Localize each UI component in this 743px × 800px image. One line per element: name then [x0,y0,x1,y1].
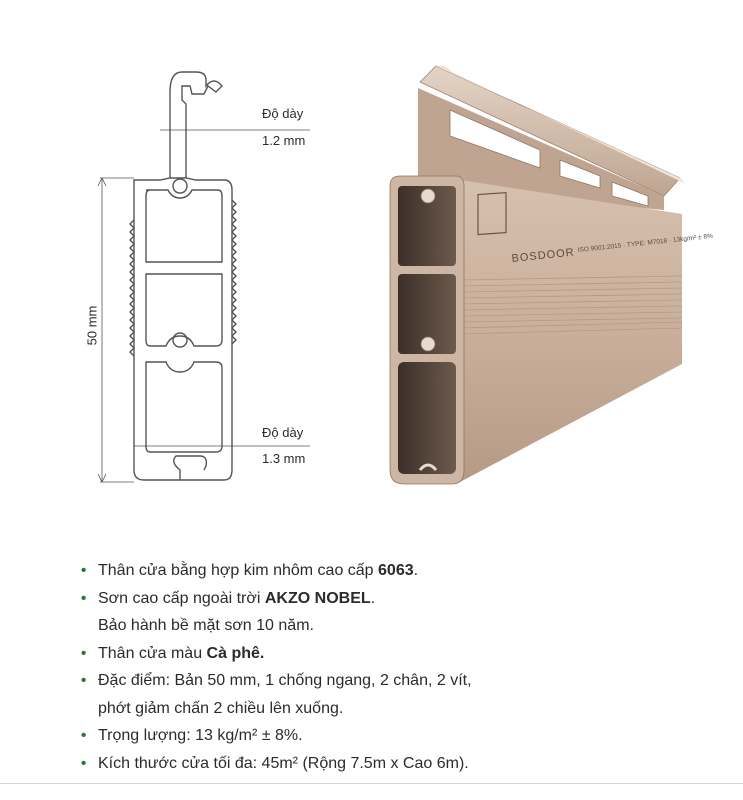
dimension-height-label: 50 mm [84,305,100,346]
spec-item [78,560,718,582]
spec-highlight: 6063 [378,562,414,579]
spec-item [78,643,718,665]
thickness-top-label: Độ dày [262,106,304,121]
spec-item [78,753,718,775]
bullet-icon: • [81,727,87,744]
screw-port-mid [173,333,187,347]
spec-list [78,560,718,780]
bullet-icon: • [81,562,87,579]
bottom-divider [0,783,743,784]
slat-engraving-text: ISO 9001:2015 · TYPE: M7018 · 13kg/m² ± 8% [577,232,714,254]
slat-3d-render [390,66,713,484]
chamber-3 [146,362,222,452]
thickness-bottom-value: 1.3 mm [262,451,306,466]
chamber-2 [146,274,222,346]
bullet-icon: • [81,754,87,772]
brand-logo-text: BOSDOOR [511,246,576,265]
spec-highlight: Cà phê. [206,644,265,662]
spec-text-end: . [370,589,376,607]
spec-item [78,670,718,692]
spec-item [78,588,718,610]
spec-text: Bảo hành bề mặt sơn 10 năm. [98,617,314,634]
spec-text: phớt giảm chấn 2 chiều lên xuống. [98,699,344,717]
spec-item [78,698,718,720]
bullet-icon: • [81,589,87,607]
spec-item [78,725,718,747]
top-hook-outline [170,72,222,178]
spec-text-end: . [413,562,419,579]
spec-text: Thân cửa bằng hợp kim nhôm cao cấp [98,562,379,579]
end-screw-top [421,189,435,203]
spec-text: Đặc điểm: Bản 50 mm, 1 chống ngang, 2 chân, 2 vít, [98,672,472,689]
thickness-bottom-label: Độ dày [262,425,304,440]
cavity-3 [398,362,456,474]
thickness-top-value: 1.2 mm [262,133,306,148]
end-screw-mid [421,337,435,351]
screw-port-top [173,179,187,193]
bullet-icon: • [81,672,87,689]
body-outline [134,178,232,480]
spec-highlight: AKZO NOBEL [264,589,371,607]
chamber-1 [146,190,222,262]
spec-text: Trọng lượng: 13 kg/m² ± 8%. [98,727,303,744]
bottom-hook [174,456,207,480]
spec-text: Sơn cao cấp ngoài trời [98,589,265,607]
spec-text: Thân cửa màu [98,644,207,662]
spec-item [78,615,718,637]
bullet-icon: • [81,644,87,662]
spec-text: Kích thước cửa tối đa: 45m² (Rộng 7.5m x Cao 6m). [98,754,469,772]
